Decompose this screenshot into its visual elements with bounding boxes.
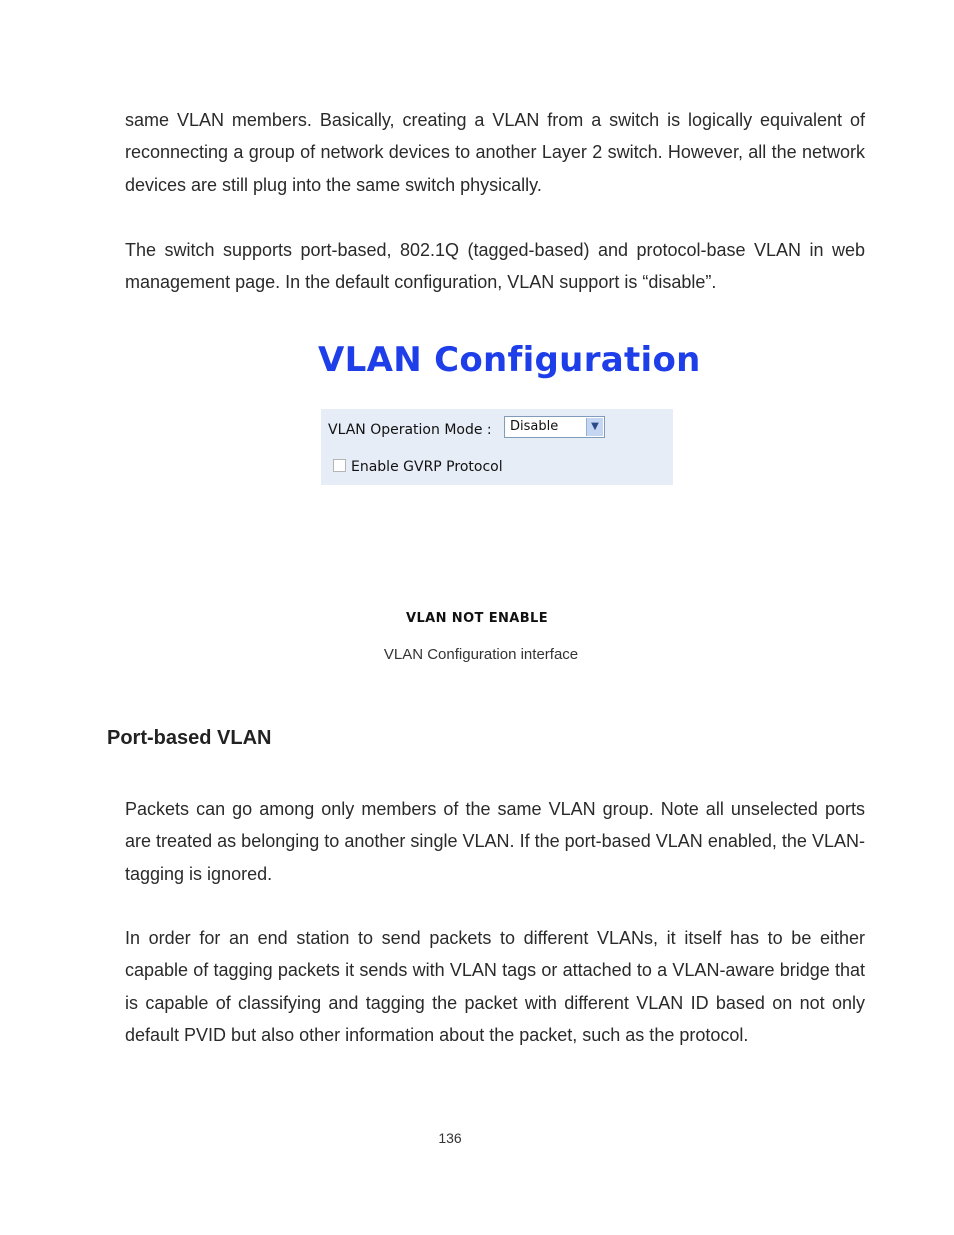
- chevron-down-icon[interactable]: ▼: [586, 418, 603, 436]
- figure-caption: VLAN Configuration interface: [383, 646, 579, 663]
- gvrp-label[interactable]: Enable GVRP Protocol: [351, 459, 503, 475]
- paragraph-port-based: Packets can go among only members of the same VLAN group. Note all unselected ports are treated as belonging to another single VLAN. If the port-based VLAN enabled, the VLAN-tagging is ignored.: [125, 799, 865, 884]
- operation-mode-select[interactable]: [504, 416, 605, 438]
- section-heading: Port-based VLAN: [107, 727, 272, 749]
- vlan-config-title: VLAN Configuration: [318, 340, 701, 380]
- paragraph-vlan-support: The switch supports port-based, 802.1Q (tagged-based) and protocol-base VLAN in web management page. In the default configuration, VLAN support is “disable”.: [125, 240, 865, 293]
- gvrp-checkbox[interactable]: [333, 459, 346, 472]
- vlan-config-panel: [321, 409, 673, 485]
- page-number: 136: [438, 1130, 462, 1146]
- paragraph-tagging: In order for an end station to send packets to different VLANs, it itself has to be either capable of tagging packets it sends with VLAN tags or attached to a VLAN-aware bridge that is capable of classifying and tagging the packet with different VLAN ID based on not only default PVID but also other information about the packet, such as the protocol.: [125, 928, 865, 1046]
- paragraph-intro: same VLAN members. Basically, creating a VLAN from a switch is logically equivalent of reconnecting a group of network devices to another Layer 2 switch. However, all the network devices are still plug into the same switch physically.: [125, 110, 865, 195]
- operation-mode-label: VLAN Operation Mode :: [328, 422, 492, 438]
- vlan-status-text: VLAN NOT ENABLE: [405, 611, 549, 626]
- operation-mode-value: Disable: [510, 419, 559, 434]
